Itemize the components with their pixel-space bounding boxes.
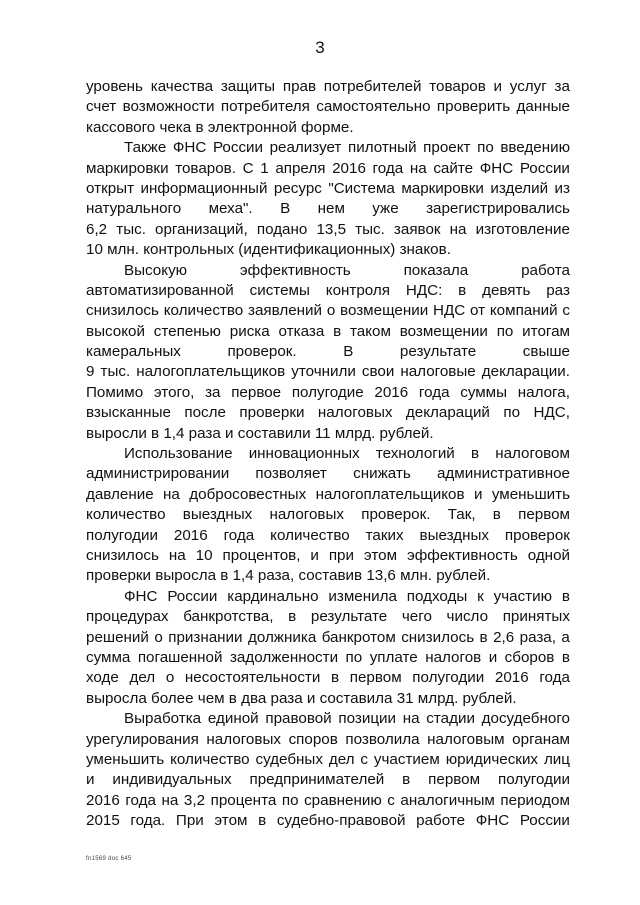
text-line (86, 546, 570, 566)
text-word: Выработка (124, 710, 202, 728)
document-footer-code: fn1569 doc 645 (86, 856, 132, 862)
text-word: о (154, 628, 163, 646)
text-word: возмещении (399, 322, 488, 340)
text-word: эффективность (406, 546, 518, 564)
text-word: зарегистрировались (426, 200, 570, 218)
text-word: 1 (260, 159, 269, 177)
text-word: участию (493, 587, 553, 605)
text-line (86, 750, 570, 770)
text-word: прав (282, 78, 317, 95)
text-word: товаров. (175, 159, 236, 177)
text-word: должника (247, 628, 317, 646)
text-word: полугодии (498, 771, 570, 789)
text-word: В (280, 200, 291, 218)
text-line (86, 138, 570, 158)
text-line (86, 505, 570, 525)
text-word: споров (288, 730, 338, 748)
text-word: в (561, 648, 570, 666)
text-word: на (449, 220, 467, 238)
text-word: первом (428, 771, 481, 789)
text-word: налоговых (317, 404, 393, 422)
text-word: заявок (393, 220, 441, 238)
text-word: потребителей (323, 78, 422, 95)
text-word: проверить (436, 98, 511, 116)
text-word: на (163, 485, 180, 503)
text-word: процентов, (222, 546, 301, 564)
text-word: в (561, 587, 570, 605)
text-word: работа (521, 261, 570, 279)
text-line (86, 383, 570, 403)
text-line (86, 628, 570, 648)
text-word: проверок (504, 526, 570, 544)
text-word: от (470, 302, 486, 320)
text-word: Также (124, 139, 167, 157)
text-word: свои (361, 363, 395, 381)
text-line (86, 730, 570, 750)
text-word: сайте (433, 159, 474, 177)
text-word: дел (129, 669, 156, 687)
text-word: позволила (345, 730, 420, 748)
text-word: и (488, 648, 498, 666)
text-word: ходе (86, 669, 119, 687)
text-word: чего (401, 608, 432, 626)
text-word: досудебного (481, 710, 570, 728)
document-body (86, 77, 570, 831)
text-word: аналогичным (400, 791, 495, 809)
text-word: маркировки (401, 179, 484, 197)
text-word: России (167, 587, 218, 605)
text-word: принятых (502, 608, 570, 626)
text-word: маркировки (86, 159, 169, 177)
text-word: административное (436, 465, 570, 483)
text-word: показала (403, 261, 469, 279)
text-word: При (175, 812, 204, 830)
text-word: количество (270, 526, 350, 544)
text-line (86, 485, 570, 505)
text-word: тыс. (116, 220, 146, 238)
text-word: налоговые (400, 363, 476, 381)
text-word: предпринимателей (249, 771, 385, 789)
text-word: этом (214, 812, 248, 830)
text-word: России (519, 812, 570, 830)
text-word: заявлений (248, 302, 323, 320)
text-word: в (331, 669, 340, 687)
text-line (86, 77, 570, 97)
text-word: года (539, 669, 570, 687)
text-word: Помимо (86, 383, 144, 401)
text-line (86, 261, 570, 281)
text-word: ресурс (273, 179, 322, 197)
text-word: услуг (509, 78, 547, 95)
text-word: проверок. (361, 506, 431, 524)
text-word: банкротом (321, 628, 396, 646)
text-word: года (418, 383, 450, 401)
text-word: налога, (517, 383, 570, 401)
text-word: меха". (208, 200, 253, 218)
text-word: снизилось (86, 302, 159, 320)
text-word: признании (168, 628, 243, 646)
text-word: число (446, 608, 489, 626)
text-word: количество (86, 506, 166, 524)
text-line: выросли в 1,4 раза и составили 11 млрд. рублей. (86, 424, 434, 442)
text-word: давление (86, 485, 154, 503)
text-word: налоговых (206, 730, 281, 748)
text-word: 2,6 (493, 628, 515, 646)
text-word: таких (365, 526, 404, 544)
text-word: года (372, 159, 404, 177)
text-line (86, 648, 570, 668)
text-word: о (326, 302, 336, 320)
text-word: ФНС (172, 139, 207, 157)
text-word: одной (527, 546, 570, 564)
text-word: результате (399, 343, 477, 361)
text-word: добросовестных (189, 485, 307, 503)
text-word: системы (249, 281, 310, 299)
text-word: на (161, 791, 179, 809)
text-word: эффективность (239, 261, 351, 279)
text-word: в (288, 608, 297, 626)
text-word: судебных (255, 750, 323, 768)
text-word: несостоятельности (184, 669, 321, 687)
text-word: судебно-правовой (276, 812, 406, 830)
text-word: кардинально (227, 587, 319, 605)
text-word: с (562, 302, 570, 320)
text-word: в (402, 771, 411, 789)
text-word: ФНС (479, 159, 514, 177)
text-word: раз (546, 281, 570, 299)
text-word: при (328, 546, 354, 564)
text-word: информационный (140, 179, 268, 197)
text-word: банкротства, (183, 608, 274, 626)
text-word: снизилось (86, 546, 159, 564)
text-word: результате (310, 608, 388, 626)
text-word: в (492, 506, 501, 524)
text-word: отказа (278, 322, 325, 340)
text-word: уровень (86, 78, 143, 95)
text-word: количество (163, 302, 244, 320)
text-word: с (387, 791, 395, 809)
text-word: счет (86, 98, 117, 116)
text-word: 2015 (86, 812, 120, 830)
text-word: налоговых (269, 506, 345, 524)
text-line (86, 220, 570, 240)
text-word: единой (207, 710, 259, 728)
text-word: девять (482, 281, 531, 299)
text-word: за (554, 78, 570, 95)
text-word: погашенной (137, 648, 223, 666)
text-word: на (402, 710, 420, 728)
text-word: позволяет (255, 465, 327, 483)
text-word: компаний (489, 302, 558, 320)
text-word: товаров (429, 78, 486, 95)
text-word: количество (170, 750, 250, 768)
text-word: подано (256, 220, 308, 238)
text-word: по (477, 139, 494, 157)
text-line: кассового чека в электронной форме. (86, 118, 354, 136)
text-word: по (496, 322, 514, 340)
text-word: свыше (522, 343, 570, 361)
text-word: итогам (522, 322, 570, 340)
text-line (86, 301, 570, 321)
text-word: урегулирования (86, 730, 199, 748)
text-word: 2016 (86, 791, 120, 809)
text-word: открыт (86, 179, 135, 197)
text-word: о (165, 669, 175, 687)
text-word: риска (229, 322, 270, 340)
text-word: дел (328, 750, 355, 768)
text-word: Использование (124, 445, 233, 463)
text-word: В (343, 343, 354, 361)
text-word: проверок. (227, 343, 297, 361)
text-line (86, 444, 570, 464)
text-line (86, 342, 570, 362)
text-word: ФНС (124, 587, 158, 605)
text-word: НДС (432, 302, 466, 320)
text-word: 2016 (332, 159, 366, 177)
text-word: снижать (353, 465, 411, 483)
text-word: в (333, 322, 342, 340)
text-word: нем (317, 200, 345, 218)
text-word: и (493, 78, 503, 95)
text-word: а (561, 628, 570, 646)
text-word: полугодие (291, 383, 364, 401)
text-word: года (223, 526, 255, 544)
text-line (86, 770, 570, 790)
text-word: 3,2 (183, 791, 206, 809)
text-word: Так, (447, 506, 476, 524)
text-word: автоматизированной (86, 281, 234, 299)
text-word: налогоплательщиков (136, 363, 286, 381)
text-line (86, 811, 570, 831)
text-word: правовой (265, 710, 332, 728)
text-word: индивидуальных (112, 771, 232, 789)
text-word: России (519, 159, 570, 177)
text-word: и (310, 546, 319, 564)
text-line (86, 199, 570, 219)
text-word: организаций, (155, 220, 248, 238)
text-word: сравнению (304, 791, 382, 809)
text-word: по (503, 404, 521, 422)
text-word: полугодии (86, 526, 158, 544)
text-word: процедурах (86, 608, 169, 626)
text-word: технологий (375, 445, 455, 463)
text-line (86, 281, 570, 301)
text-word: 13,5 (316, 220, 347, 238)
text-word: изделий (490, 179, 549, 197)
text-word: уже (372, 200, 399, 218)
text-word: реализует (269, 139, 342, 157)
text-word: защиты (220, 78, 276, 95)
text-word: тыс. (355, 220, 385, 238)
text-line (86, 526, 570, 546)
text-word: пилотный (347, 139, 417, 157)
text-word: года (125, 791, 156, 809)
text-word: возможности (122, 98, 215, 116)
text-line (86, 791, 570, 811)
text-word: к (477, 587, 484, 605)
text-word: на (168, 546, 186, 564)
text-word: с (360, 750, 368, 768)
text-word: 2016 (173, 526, 208, 544)
text-word: 2016 (374, 383, 409, 401)
text-word: в (479, 628, 488, 646)
text-word: налоговым (427, 730, 505, 748)
text-word: 10 (195, 546, 213, 564)
text-word: 2016 (494, 669, 529, 687)
text-word: деклараций (405, 404, 490, 422)
text-word: года. (130, 812, 166, 830)
text-word: изменила (328, 587, 397, 605)
text-word: после (184, 404, 226, 422)
text-word: и (473, 485, 483, 503)
text-word: данные (516, 98, 570, 116)
text-line (86, 322, 570, 342)
text-word: по (281, 791, 299, 809)
text-word: и (86, 771, 95, 789)
text-word: по (345, 648, 363, 666)
text-word: администрировании (86, 465, 230, 483)
text-word: введению (500, 139, 570, 157)
text-word: первом (518, 506, 570, 524)
text-word: решений (86, 628, 149, 646)
text-word: подходы (406, 587, 468, 605)
text-word: на (409, 159, 427, 177)
text-word: НДС: (405, 281, 443, 299)
text-word: таком (349, 322, 391, 340)
text-word: натурального (86, 200, 182, 218)
text-line (86, 403, 570, 423)
text-word: качества (150, 78, 214, 95)
text-word: выездных (419, 526, 489, 544)
text-word: первом (349, 669, 402, 687)
text-word: проект (423, 139, 471, 157)
text-word: этом (363, 546, 398, 564)
text-word: выездных (182, 506, 253, 524)
text-line (86, 97, 570, 117)
text-word: снизилось (401, 628, 475, 646)
text-word: органам (512, 730, 570, 748)
text-word: сборов (504, 648, 555, 666)
text-word: уточнили (291, 363, 356, 381)
text-word: НДС, (533, 404, 570, 422)
text-word: взысканные (86, 404, 171, 422)
text-line (86, 668, 570, 688)
page-number: 3 (315, 38, 325, 57)
text-word: раза, (519, 628, 556, 646)
text-line (86, 362, 570, 382)
text-line (86, 179, 570, 199)
text-line (86, 159, 570, 179)
text-word: потребителя (220, 98, 310, 116)
text-line: проверки выросла в 1,4 раза, составив 13,6 млн. рублей. (86, 567, 491, 585)
text-word: инновационных (248, 445, 360, 463)
text-word: 6,2 (86, 220, 108, 238)
text-word: суммы (460, 383, 508, 401)
text-word: С (242, 159, 254, 177)
text-word: стадии (426, 710, 475, 728)
text-word: в (470, 445, 480, 463)
text-word: самостоятельно (316, 98, 431, 116)
text-line (86, 709, 570, 729)
text-word: налогоплательщиков (315, 485, 465, 503)
text-word: лиц (543, 750, 570, 768)
text-word: позиции (338, 710, 396, 728)
text-word: налогов (425, 648, 482, 666)
text-word: Высокую (124, 261, 188, 279)
text-line: выросла более чем в два раза и составила 31 млрд. рублей. (86, 689, 517, 707)
text-word: юридических (445, 750, 539, 768)
text-word: задолженности (229, 648, 339, 666)
text-word: первое (231, 383, 282, 401)
text-line (86, 464, 570, 484)
text-word: в (258, 812, 267, 830)
text-word: в (458, 281, 467, 299)
text-line (86, 587, 570, 607)
text-word: полугодии (412, 669, 485, 687)
text-word: изготовление (475, 220, 570, 238)
text-word: участием (373, 750, 440, 768)
text-word: высокой (86, 322, 145, 340)
text-word: ФНС (475, 812, 510, 830)
text-word: из (554, 179, 570, 197)
text-word: 9 (86, 363, 95, 381)
text-word: уплате (369, 648, 418, 666)
text-word: уменьшить (491, 485, 570, 503)
text-word: контроля (325, 281, 391, 299)
text-word: периодом (500, 791, 570, 809)
text-word: за (205, 383, 221, 401)
text-word: этого, (153, 383, 195, 401)
text-word: сумма (86, 648, 131, 666)
text-word: тыс. (100, 363, 131, 381)
text-word: декларации. (481, 363, 570, 381)
text-word: апреля (275, 159, 326, 177)
text-word: возмещении (340, 302, 429, 320)
text-line (86, 607, 570, 627)
text-word: процента (210, 791, 277, 809)
text-word: камеральных (86, 343, 181, 361)
text-word: России (212, 139, 264, 157)
text-word: налоговом (495, 445, 570, 463)
text-word: работе (416, 812, 466, 830)
text-line: 10 млн. контрольных (идентификационных) знаков. (86, 241, 451, 259)
text-word: степенью (153, 322, 221, 340)
text-word: проверки (239, 404, 305, 422)
text-word: "Система (328, 179, 395, 197)
text-word: уменьшить (86, 750, 165, 768)
